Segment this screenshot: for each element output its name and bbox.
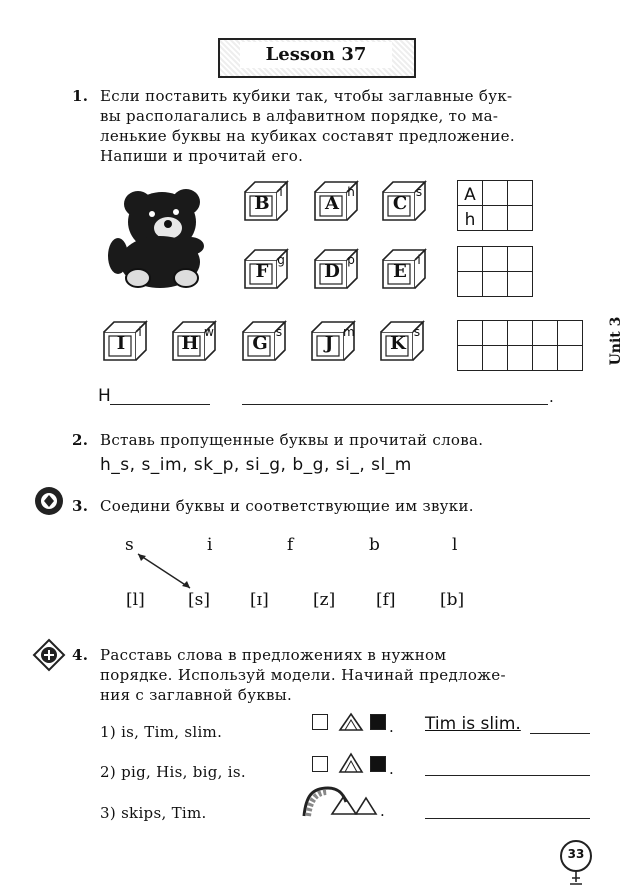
letter-cube[interactable] [241,320,283,358]
letter-cube[interactable] [102,320,144,358]
page-number: 33 [567,847,585,861]
cube-capital-letter: K [390,333,406,354]
sound-l[interactable]: [l] [126,590,145,610]
grid-cell[interactable] [483,321,508,346]
sound-i[interactable]: [ɪ] [250,590,269,610]
task4-line: Расставь слова в предложениях в нужном [100,646,447,664]
model-period: . [389,760,394,778]
model-period: . [380,802,385,820]
task4-text [100,645,600,705]
task4-number: 4. [72,646,89,664]
grid-cell[interactable] [458,247,483,272]
sound-f[interactable]: [f] [376,590,396,610]
giraffe-model-icon [300,782,380,818]
grid-cell[interactable] [508,181,533,206]
task1-line: ленькие буквы на кубиках составят предложение. [100,127,515,145]
item1-line[interactable] [530,733,590,734]
letter-l[interactable]: l [452,535,458,555]
cube-small-letter: s [413,325,421,339]
letter-f[interactable]: f [287,535,294,555]
letter-cube[interactable] [313,180,355,218]
task3-number: 3. [72,497,89,515]
task1-line: Напиши и прочитай его. [100,147,304,165]
cube-small-letter: i [279,185,283,199]
cube-capital-letter: B [254,193,270,214]
cube-capital-letter: H [181,333,199,354]
unit-label: Unit 3 [608,316,624,366]
task1-line: вы располагались в алфавитном порядке, то ма- [100,107,499,125]
cube-small-letter: i [138,325,142,339]
letter-i[interactable]: i [207,535,213,555]
grid-cell[interactable] [508,346,533,371]
grid-cell[interactable]: A [458,181,483,206]
letter-cube[interactable] [310,320,355,358]
bear-illustration [104,180,216,290]
letter-cube[interactable] [313,248,355,286]
letter-cube[interactable] [381,248,423,286]
answer-grid-3 [457,320,583,371]
grid-cell[interactable] [558,346,583,371]
letter-cube[interactable] [379,320,421,358]
task1-number: 1. [72,87,89,105]
cube-capital-letter: E [393,261,407,282]
grid-cell[interactable] [483,181,508,206]
item2-label: 2) pig, His, big, is. [100,763,246,781]
grid-cell[interactable] [508,247,533,272]
square-model [312,756,328,772]
grid-cell[interactable] [458,321,483,346]
filled-square-model [370,714,386,730]
item2-line[interactable] [425,775,590,776]
cube-small-letter: s [275,325,283,339]
grid-cell[interactable] [533,346,558,371]
task4-line: ния с заглавной буквы. [100,686,293,704]
sound-b[interactable]: [b] [440,590,465,610]
task3-icon [34,486,64,516]
grid-cell[interactable] [558,321,583,346]
page-number-balloon [558,838,594,888]
cube-small-letter: p [347,253,355,267]
unit-side-tab [608,305,628,385]
letter-s[interactable]: s [125,535,134,555]
task3-text: Соедини буквы и соответствующие им звуки. [100,497,474,515]
task1-text [100,86,600,166]
task2-text: Вставь пропущенные буквы и прочитай слова. [100,431,484,449]
item3-line[interactable] [425,818,590,819]
letter-cube[interactable] [243,180,285,218]
grid-cell[interactable] [483,206,508,231]
filled-square-model [370,756,386,772]
cube-capital-letter: C [392,193,408,214]
cube-small-letter: m [343,325,355,339]
letter-cube[interactable] [381,180,423,218]
answer-grid-1 [457,180,533,231]
letter-cube[interactable] [243,248,285,286]
sound-s[interactable]: [s] [188,590,210,610]
item3-label: 3) skips, Tim. [100,804,207,822]
task4-line: порядке. Используй модели. Начинай предложе- [100,666,506,684]
task2-words: h_s, s_im, sk_p, si_g, b_g, si_, sl_m [100,455,412,475]
cube-capital-letter: I [116,333,126,354]
cube-capital-letter: D [324,261,340,282]
letter-cube[interactable] [171,320,213,358]
grid-cell[interactable] [533,321,558,346]
grid-cell[interactable] [508,206,533,231]
grid-cell[interactable]: h [458,206,483,231]
grid-cell[interactable] [458,346,483,371]
grid-cell[interactable] [458,272,483,297]
cube-small-letter: s [415,185,423,199]
grid-cell[interactable] [483,272,508,297]
letter-b[interactable]: b [369,535,380,555]
task1-line: Если поставить кубики так, чтобы заглавные бук- [100,87,513,105]
task2-number: 2. [72,431,89,449]
cube-capital-letter: F [255,261,269,282]
cube-small-letter: w [204,325,214,339]
answer-start: H [98,386,111,406]
cube-capital-letter: G [252,333,268,354]
item1-answer[interactable]: Tim is slim. [425,714,521,734]
grid-cell[interactable] [483,247,508,272]
task4-icon [32,638,66,672]
answer-line-2[interactable] [242,404,548,405]
grid-cell[interactable] [508,321,533,346]
model-period: . [389,718,394,736]
cube-capital-letter: J [324,333,334,354]
cube-small-letter: i [417,253,421,267]
grid-cell[interactable] [483,346,508,371]
answer-grid-2 [457,246,533,297]
grid-cell[interactable] [508,272,533,297]
triangle-model [338,712,364,732]
lesson-title: Lesson 37 [240,42,392,68]
cube-small-letter: g [277,253,285,267]
sound-z[interactable]: [z] [313,590,336,610]
triangle-model [338,752,364,774]
cube-capital-letter: A [325,193,339,214]
answer-line-1[interactable] [110,404,210,405]
cube-small-letter: h [347,185,355,199]
square-model [312,714,328,730]
item1-label: 1) is, Tim, slim. [100,723,223,741]
answer-period: . [549,388,554,406]
